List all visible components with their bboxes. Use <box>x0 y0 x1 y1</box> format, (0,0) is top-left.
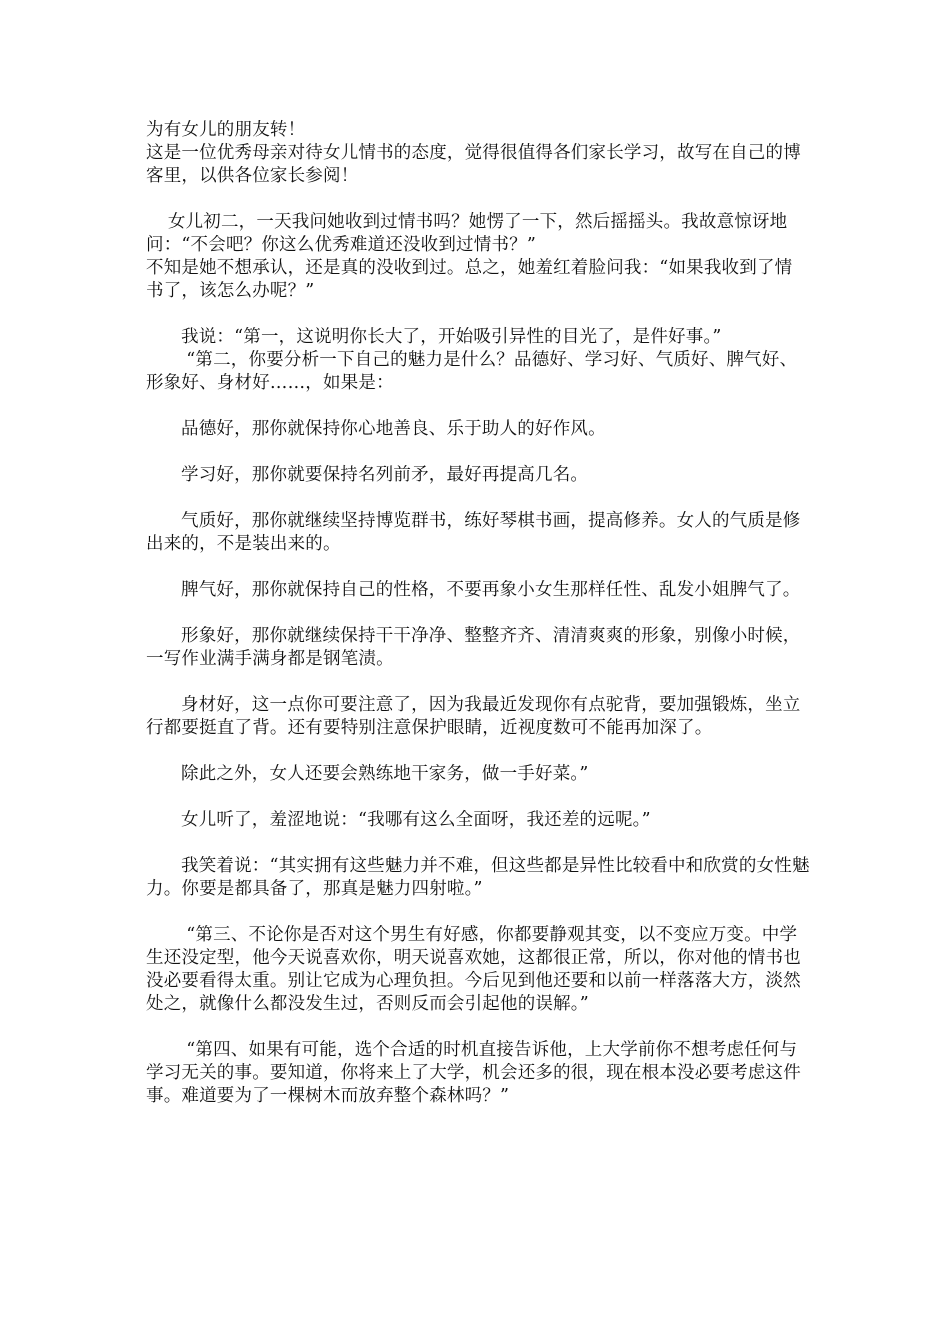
paragraph-fourth-point: “第四、如果有可能，选个合适的时机直接告诉他，上大学前你不想考虑任何与学习无关的事。要知道，你将来上了大学，机会还多的很，现在根本没必要考虑这件事。难道要为了一棵树木而放弃整个森林吗？” <box>146 1040 801 1106</box>
paragraph-daughter-reply: 女儿听了，羞涩地说：“我哪有这么全面呀，我还差的远呢。” <box>181 810 651 830</box>
paragraph-charm: 我笑着说：“其实拥有这些魅力并不难，但这些都是异性比较看中和欣赏的女性魅力。你要是都具备了，那真是魅力四射啦。” <box>146 856 810 899</box>
intro-line-2: 这是一位优秀母亲对待女儿情书的态度，觉得很值得各们家长学习，故写在自己的博客里，以供各位家长参阅！ <box>146 143 801 186</box>
paragraph-gap <box>146 188 810 211</box>
paragraph-daughter-asks: 不知是她不想承认，还是真的没收到过。总之，她羞红着脸问我：“如果我收到了情书了，该怎么办呢？” <box>146 258 793 301</box>
paragraph-question: 女儿初二，一天我问她收到过情书吗？她愣了一下，然后摇摇头。我故意惊讶地问：“不会吧？你这么优秀难道还没收到过情书？” <box>146 212 788 255</box>
paragraph-gap <box>146 786 810 809</box>
paragraph-gap <box>146 441 810 464</box>
paragraph-first-point: 我说：“第一，这说明你长大了，开始吸引异性的目光了，是件好事。” <box>181 327 722 347</box>
document-body <box>146 119 810 1108</box>
paragraph-gap <box>146 1016 810 1039</box>
paragraph-morality: 品德好，那你就保持你心地善良、乐于助人的好作风。 <box>181 419 606 439</box>
paragraph-gap <box>146 556 810 579</box>
paragraph-gap <box>146 487 810 510</box>
paragraph-gap <box>146 832 810 855</box>
paragraph-gap <box>146 602 810 625</box>
paragraph-gap <box>146 901 810 924</box>
paragraph-gap <box>146 671 810 694</box>
paragraph-gap <box>146 303 810 326</box>
paragraph-second-point: “第二，你要分析一下自己的魅力是什么？品德好、学习好、气质好、脾气好、形象好、身材好……，如果是： <box>146 350 798 393</box>
intro-line-1: 为有女儿的朋友转！ <box>146 120 306 140</box>
paragraph-housework: 除此之外，女人还要会熟练地干家务，做一手好菜。” <box>181 764 589 784</box>
paragraph-temperament: 气质好，那你就继续坚持博览群书，练好琴棋书画，提高修养。女人的气质是修出来的，不是装出来的。 <box>146 511 801 554</box>
paragraph-gap <box>146 395 810 418</box>
paragraph-third-point: “第三、不论你是否对这个男生有好感，你都要静观其变，以不变应万变。中学生还没定型，他今天说喜欢你，明天说喜欢她，这都很正常，所以，你对他的情书也没必要看得太重。别让它成为心理负担。今后见到他还要和以前一样落落大方，淡然处之，就像什么都没发生过，否则反而会引起他的误解。” <box>146 925 801 1014</box>
paragraph-figure: 身材好，这一点你可要注意了，因为我最近发现你有点驼背，要加强锻炼，坐立行都要挺直了背。还有要特别注意保护眼睛，近视度数可不能再加深了。 <box>146 695 801 738</box>
paragraph-disposition: 脾气好，那你就保持自己的性格，不要再象小女生那样任性、乱发小姐脾气了。 <box>181 580 801 600</box>
paragraph-appearance: 形象好，那你就继续保持干干净净、整整齐齐、清清爽爽的形象，别像小时候，一写作业满手满身都是钢笔渍。 <box>146 626 801 669</box>
paragraph-study: 学习好，那你就要保持名列前矛，最好再提高几名。 <box>181 465 589 485</box>
paragraph-gap <box>146 740 810 763</box>
